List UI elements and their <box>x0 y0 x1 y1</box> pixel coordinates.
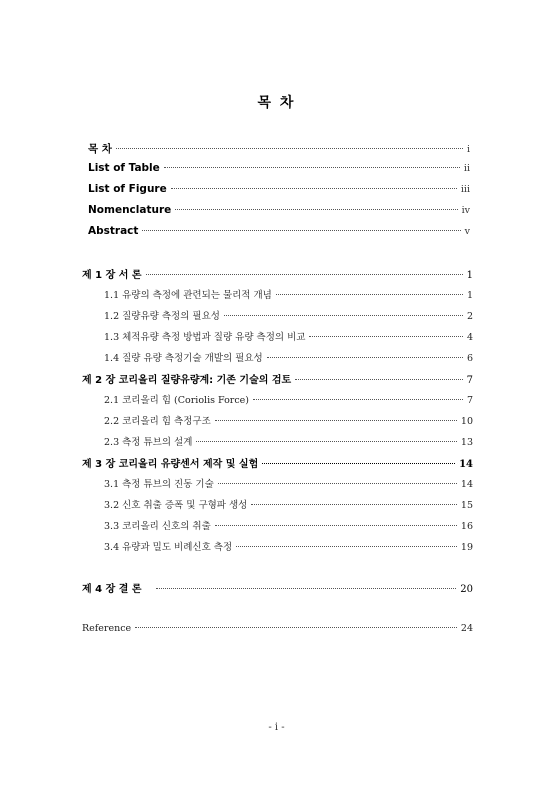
toc-page: i <box>466 144 470 155</box>
leader-dots <box>135 627 457 628</box>
leader-dots <box>251 504 457 505</box>
leader-dots <box>309 336 463 337</box>
chapter-label: 제 1 장 서 론 <box>82 270 142 281</box>
leader-dots <box>253 399 463 400</box>
toc-section-3-1[interactable] <box>104 476 473 490</box>
leader-dots <box>267 357 463 358</box>
toc-chapter-4[interactable] <box>82 580 473 595</box>
leader-dots <box>262 463 455 464</box>
chapter-page: 14 <box>459 459 473 470</box>
page-title: 목 차 <box>257 95 296 111</box>
chapter-page: 7 <box>466 375 473 386</box>
toc-chapter-2[interactable] <box>82 371 473 386</box>
toc-label: 목 차 <box>88 143 112 155</box>
toc-entry-contents[interactable] <box>88 141 470 156</box>
toc-reference[interactable] <box>82 623 473 634</box>
toc-chapter-1[interactable] <box>82 266 473 281</box>
chapter-page: 20 <box>460 584 473 595</box>
toc-section-2-1[interactable] <box>104 392 473 406</box>
toc-section-3-4[interactable] <box>104 539 473 553</box>
toc-section-1-2[interactable] <box>104 308 473 322</box>
leader-dots <box>156 588 457 589</box>
section-label: 2.1 코리올리 힘 (Coriolis Force) <box>104 395 249 406</box>
section-label: 3.3 코리올리 신호의 취출 <box>104 521 211 532</box>
section-label: 1.1 유량의 측정에 관련되는 물리적 개념 <box>104 290 272 301</box>
toc-entry-nomenclature[interactable] <box>88 204 470 216</box>
leader-dots <box>295 379 462 380</box>
toc-section-3-2[interactable] <box>104 497 473 511</box>
leader-dots <box>171 188 457 189</box>
toc-entry-abstract[interactable] <box>88 225 470 237</box>
chapter-label: 제 4 장 결 론 <box>82 584 142 595</box>
toc-label: List of Table <box>88 162 160 174</box>
chapter-page: 1 <box>466 270 473 281</box>
section-label: 3.1 측정 튜브의 진동 기술 <box>104 479 214 490</box>
leader-dots <box>175 209 457 210</box>
leader-dots <box>196 441 456 442</box>
leader-dots <box>215 525 457 526</box>
section-page: 7 <box>466 395 473 406</box>
section-page: 2 <box>466 311 473 322</box>
toc-label: List of Figure <box>88 183 167 195</box>
toc-page: iv <box>461 205 470 216</box>
chapter-label: 제 2 장 코리올리 질량유량계: 기존 기술의 검토 <box>82 375 292 386</box>
leader-dots <box>276 294 463 295</box>
page-number-footer: - i - <box>268 722 285 733</box>
toc-entry-list-of-table[interactable] <box>88 162 470 174</box>
toc-section-2-2[interactable] <box>104 413 473 427</box>
section-label: 1.4 질량 유량 측정기술 개발의 필요성 <box>104 353 263 364</box>
toc-label: Nomenclature <box>88 204 172 216</box>
toc-page: ii <box>463 163 470 174</box>
section-label: 2.2 코리올리 힘 측정구조 <box>104 416 211 427</box>
leader-dots <box>164 167 460 168</box>
section-label: 1.2 질량유량 측정의 필요성 <box>104 311 220 322</box>
toc-label: Abstract <box>88 225 139 237</box>
section-page: 1 <box>466 290 473 301</box>
toc-entry-list-of-figure[interactable] <box>88 183 470 195</box>
toc-section-1-1[interactable] <box>104 287 473 301</box>
leader-dots <box>215 420 457 421</box>
section-label: 1.3 체적유량 측정 방법과 질량 유량 측정의 비교 <box>104 332 306 343</box>
leader-dots <box>236 546 457 547</box>
toc-section-2-3[interactable] <box>104 434 473 448</box>
section-label: 3.2 신호 취출 증폭 및 구형파 생성 <box>104 500 248 511</box>
toc-section-3-3[interactable] <box>104 518 473 532</box>
leader-dots <box>146 274 463 275</box>
section-page: 16 <box>460 521 473 532</box>
section-page: 15 <box>460 500 473 511</box>
section-page: 13 <box>460 437 473 448</box>
section-page: 19 <box>460 542 473 553</box>
leader-dots <box>224 315 463 316</box>
reference-page: 24 <box>460 623 473 634</box>
toc-chapter-3[interactable] <box>82 455 473 470</box>
section-page: 4 <box>466 332 473 343</box>
section-page: 6 <box>466 353 473 364</box>
reference-label: Reference <box>82 623 132 634</box>
section-label: 3.4 유량과 밀도 비례신호 측정 <box>104 542 233 553</box>
toc-section-1-3[interactable] <box>104 329 473 343</box>
toc-page: v <box>464 226 470 237</box>
leader-dots <box>142 230 460 231</box>
leader-dots <box>116 148 463 149</box>
chapter-label: 제 3 장 코리올리 유량센서 제작 및 실험 <box>82 459 259 470</box>
section-page: 14 <box>460 479 473 490</box>
toc-section-1-4[interactable] <box>104 350 473 364</box>
section-page: 10 <box>460 416 473 427</box>
section-label: 2.3 측정 튜브의 설계 <box>104 437 193 448</box>
leader-dots <box>218 483 457 484</box>
toc-page: iii <box>460 184 470 195</box>
